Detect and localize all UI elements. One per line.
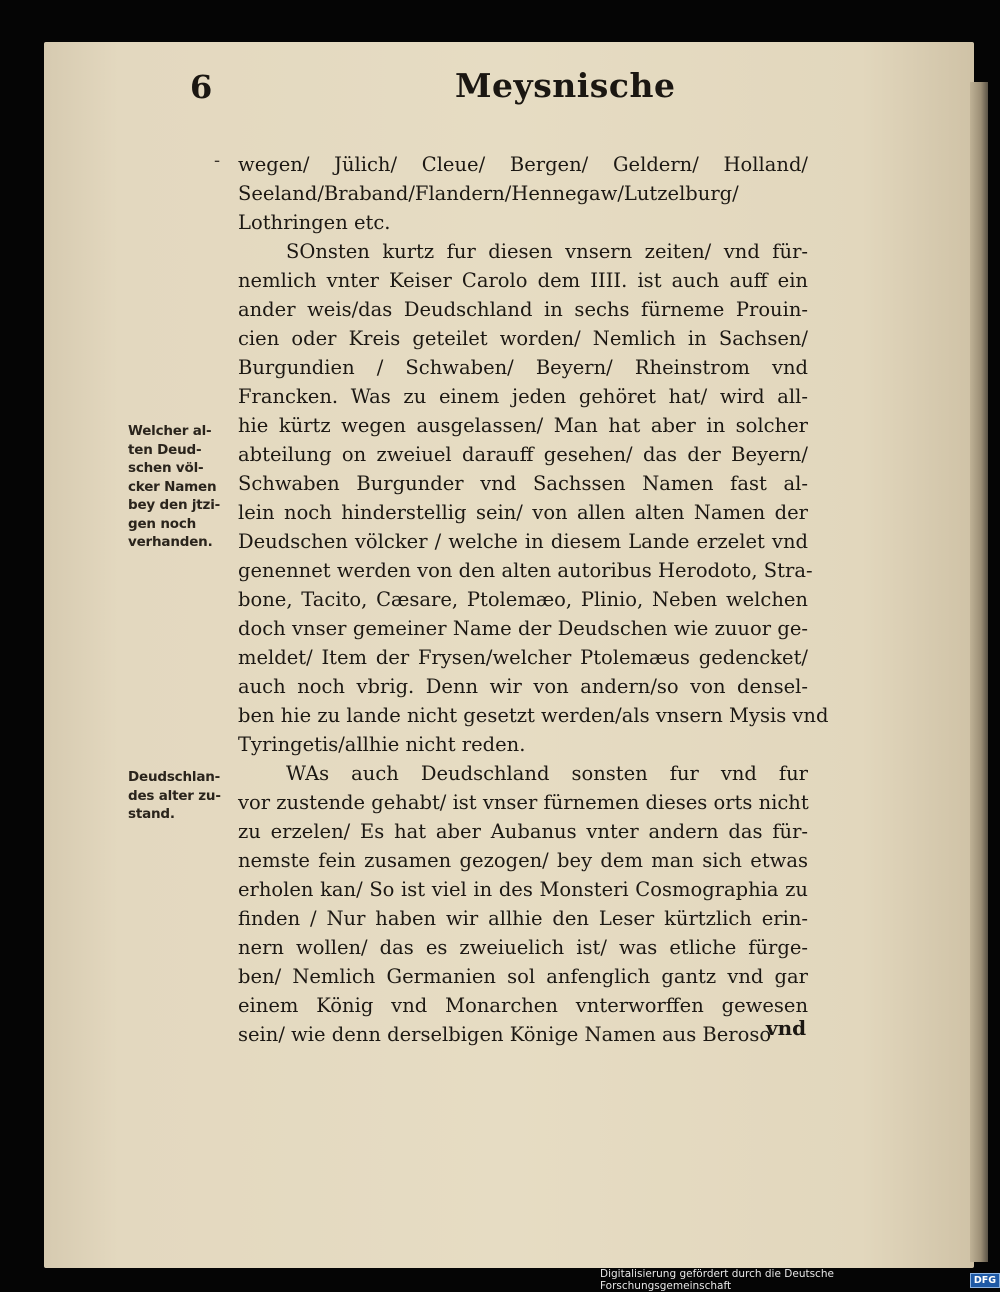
text-line: lein noch hinderstellig sein/ von allen alten Namen der	[238, 501, 808, 524]
text-line: finden / Nur haben wir allhie den Leser kürtzlich erin-	[238, 907, 808, 930]
text-line: vor zustende gehabt/ ist vnser fürnemen dieses orts nicht	[238, 791, 809, 814]
text-line: sein/ wie denn derselbigen Könige Namen aus Beroso	[238, 1023, 772, 1046]
dfg-logo-icon[interactable]: DFG	[970, 1273, 1000, 1288]
running-head: Meysnische	[455, 66, 676, 105]
text-line: doch vnser gemeiner Name der Deudschen wie zuuor ge-	[238, 617, 808, 640]
margin-note-line: Welcher al-	[128, 423, 212, 439]
margin-note-line: ten Deud-	[128, 441, 202, 458]
text-line: Tyringetis/allhie nicht reden.	[238, 733, 526, 756]
margin-note-line: gen noch	[128, 515, 197, 532]
text-line: ben/ Nemlich Germanien sol anfenglich gantz vnd gar	[238, 965, 808, 988]
margin-note-line: schen völ-	[128, 460, 204, 476]
page-edge	[970, 82, 988, 1262]
text-line: SOnsten kurtz fur diesen vnsern zeiten/ vnd für-	[286, 240, 808, 263]
text-line: abteilung on zweiuel darauff gesehen/ das der Beyern/	[238, 443, 808, 466]
margin-note-line: stand.	[128, 806, 175, 822]
footer	[600, 1270, 1000, 1290]
text-line: wegen/ Jülich/ Cleue/ Bergen/ Geldern/ Holland/	[238, 153, 808, 176]
page-number: 6	[190, 68, 213, 106]
text-line: genennet werden von den alten autoribus Herodoto, Stra-	[238, 559, 813, 582]
text-line: ander weis/das Deudschland in sechs fürneme Prouin-	[238, 298, 808, 321]
text-line: bone, Tacito, Cæsare, Ptolemæo, Plinio, Neben welchen	[238, 588, 808, 611]
margin-note-line: Deudschlan-	[128, 769, 221, 785]
text-line: auch noch vbrig. Denn wir von andern/so von densel-	[238, 675, 808, 698]
page-header	[0, 64, 1000, 114]
text-line: WAs auch Deudschland sonsten fur vnd fur	[286, 762, 808, 785]
text-line: zu erzelen/ Es hat aber Aubanus vnter andern das für-	[238, 820, 808, 843]
text-line: Schwaben Burgunder vnd Sachssen Namen fast al-	[238, 472, 808, 495]
text-line: hie kürtz wegen ausgelassen/ Man hat aber in solcher	[238, 414, 808, 437]
margin-note-line: verhanden.	[128, 534, 213, 550]
footer-credit: Digitalisierung gefördert durch die Deutsche Forschungsgemeinschaft	[600, 1268, 834, 1292]
margin-note-line: bey den jtzi-	[128, 497, 221, 513]
text-line: Francken. Was zu einem jeden gehöret hat/ wird all-	[238, 385, 808, 408]
line-mark: -	[214, 150, 221, 171]
margin-note-line: cker Namen	[128, 478, 217, 495]
text-line: meldet/ Item der Frysen/welcher Ptolemæus gedencket/	[238, 646, 808, 669]
text-line: nemlich vnter Keiser Carolo dem IIII. ist auch auff ein	[238, 269, 808, 292]
margin-note-line: des alter zu-	[128, 787, 221, 804]
text-line: Lothringen etc.	[238, 211, 391, 234]
text-line: erholen kan/ So ist viel in des Monsteri Cosmographia zu	[238, 878, 808, 901]
catchword: vnd	[766, 1016, 807, 1040]
text-line: cien oder Kreis geteilet worden/ Nemlich in Sachsen/	[238, 327, 808, 350]
text-line: Seeland/Braband/Flandern/Hennegaw/Lutzelburg/	[238, 182, 739, 205]
text-line: ben hie zu lande nicht gesetzt werden/als vnsern Mysis vnd	[238, 704, 829, 727]
text-line: Burgundien / Schwaben/ Beyern/ Rheinstrom vnd	[238, 356, 808, 379]
margin-note-old-state	[128, 768, 240, 824]
text-line: nemste fein zusamen gezogen/ bey dem man sich etwas	[238, 849, 808, 872]
text-line: nern wollen/ das es zweiuelich ist/ was etliche fürge-	[238, 936, 808, 959]
text-line: einem König vnd Monarchen vnterworffen gewesen	[238, 994, 808, 1017]
margin-note-old-names	[128, 422, 240, 552]
text-line: Deudschen völcker / welche in diesem Lande erzelet vnd	[238, 530, 808, 553]
